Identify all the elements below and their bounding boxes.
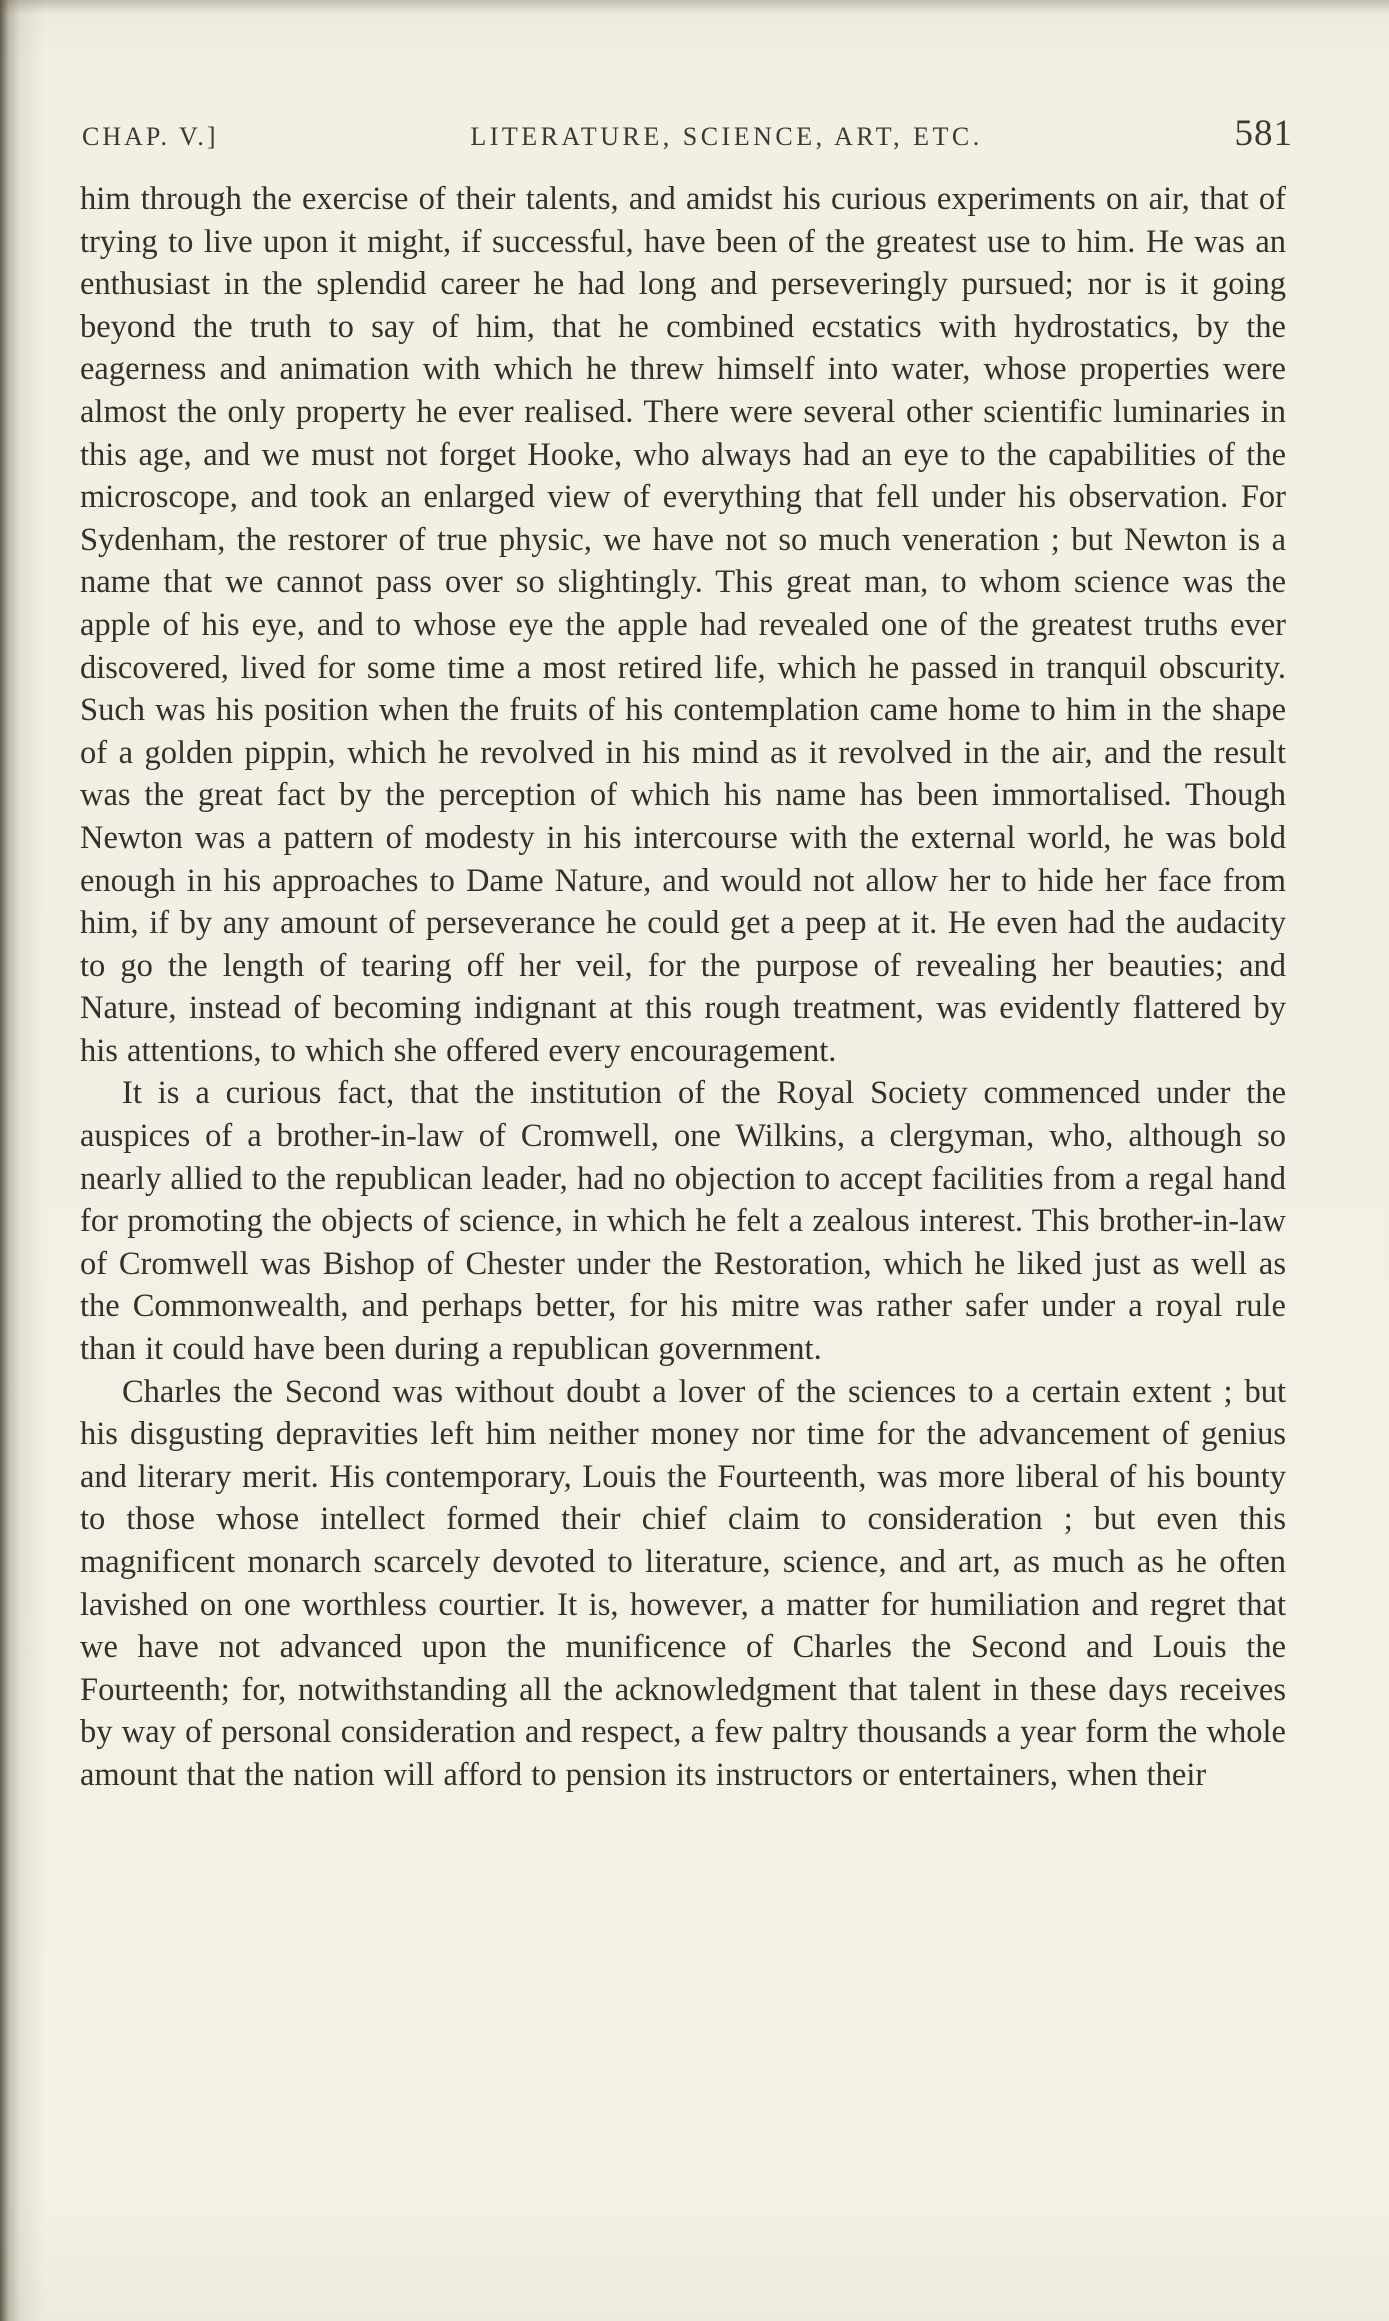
paragraph: him through the exercise of their talents, and amidst his curious experiments on air, that of trying to live upon it might, if successful, have been of the greatest use to him. He was an enthusiast in the splendid career he had long and perseveringly pursued; nor is it going beyond the truth to say of him, that he combined ecstatics with hydrostatics, by the eagerness and animation with which he threw himself into water, whose properties were almost the only property he ever realised. There were several other scientific luminaries in this age, and we must not forget Hooke, who always had an eye to the capabilities of the microscope, and took an enlarged view of everything that fell under his observation. For Sydenham, the restorer of true physic, we have not so much veneration ; but Newton is a name that we cannot pass over so slightingly. This great man, to whom science was the apple of his eye, and to whose eye the apple had revealed one of the greatest truths ever discovered, lived for some time a most retired life, which he passed in tranquil obscurity. Such was his position when the fruits of his contemplation came home to him in the shape of a golden pippin, which he revolved in his mind as it revolved in the air, and the result was the great fact by the perception of which his name has been immortalised. Though Newton was a pattern of modesty in his intercourse with the external world, he was bold enough in his approaches to Dame Nature, and would not allow her to hide her face from him, if by any amount of perseverance he could get a peep at it. He even had the audacity to go the length of tearing off her veil, for the purpose of revealing her beauties; and Nature, instead of becoming indignant at this rough treatment, was evidently flattered by his attentions, to which she offered every encouragement.	[80, 181, 1286, 1069]
paragraph: Charles the Second was without doubt a lover of the sciences to a certain extent ; but his disgusting depravities left him neither money nor time for the advancement of genius and literary merit. His contemporary, Louis the Fourteenth, was more liberal of his bounty to those whose intellect formed their chief claim to consideration ; but even this magnificent monarch scarcely devoted to literature, science, and art, as much as he often lavished on one worthless courtier. It is, however, a matter for humiliation and regret that we have not advanced upon the munificence of Charles the Second and Louis the Fourteenth; for, notwithstanding all the acknowledgment that talent in these days receives by way of personal consideration and respect, a few paltry thousands a year form the whole amount that the nation will afford to pension its instructors or entertainers, when their	[80, 1373, 1286, 1793]
running-title: LITERATURE, SCIENCE, ART, ETC.	[470, 122, 983, 151]
page-edge-shadow	[0, 0, 1389, 14]
binding-shadow	[0, 0, 44, 2321]
paragraph: It is a curious fact, that the institution of the Royal Society commenced under the auspices of a brother-in-law of Cromwell, one Wilkins, a clergyman, who, although so nearly allied to the republican leader, had no objection to accept facilities from a regal hand for promoting the objects of science, in which he felt a zealous interest. This brother-in-law of Cromwell was Bishop of Chester under the Restoration, which he liked just as well as the Commonwealth, and perhaps better, for his mitre was rather safer under a royal rule than it could have been during a republican government.	[80, 1075, 1286, 1368]
page-number: 581	[1234, 113, 1293, 154]
chapter-label: CHAP. V.]	[82, 122, 219, 151]
page-header	[82, 112, 1293, 155]
page-body	[80, 178, 1286, 1797]
